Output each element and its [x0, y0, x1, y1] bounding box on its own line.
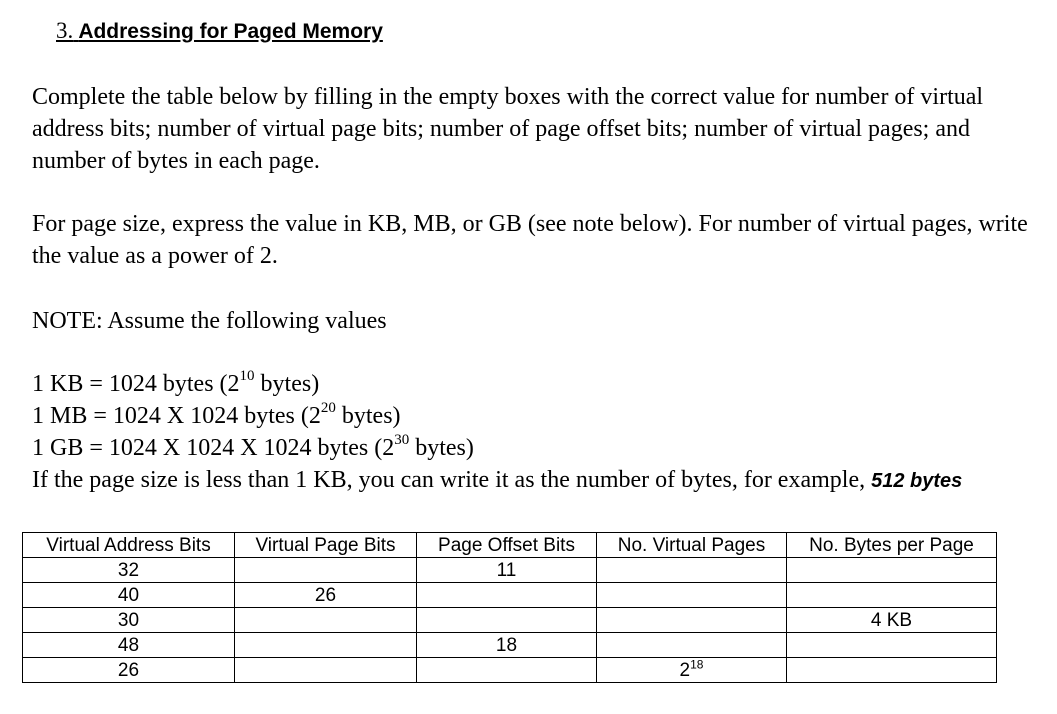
- small-page-example: 512 bytes: [871, 470, 963, 492]
- cell-page-offset-bits[interactable]: [417, 658, 597, 683]
- header-page-offset-bits: Page Offset Bits: [417, 533, 597, 558]
- cell-virtual-page-bits[interactable]: [235, 633, 417, 658]
- section-title-text: Addressing for Paged Memory: [78, 20, 383, 43]
- cell-bytes-per-page[interactable]: [787, 658, 997, 683]
- cell-no-virtual-pages[interactable]: [597, 608, 787, 633]
- cell-page-offset-bits[interactable]: [417, 608, 597, 633]
- header-virtual-page-bits: Virtual Page Bits: [235, 533, 417, 558]
- table-row: [23, 658, 997, 683]
- table-row: [23, 558, 997, 583]
- section-heading: [56, 16, 383, 47]
- header-no-bytes-per-page: No. Bytes per Page: [787, 533, 997, 558]
- unit-mb-suffix: bytes): [335, 403, 401, 429]
- section-title: [73, 20, 383, 43]
- cell-page-offset-bits: 18: [417, 633, 597, 658]
- table-row: [23, 583, 997, 608]
- cell-no-virtual-pages[interactable]: [597, 633, 787, 658]
- instructions-paragraph: Complete the table below by filling in the empty boxes with the correct value for number of virtual address bits; number of virtual page bits; number of page offset bits; number of virtual pages; and number of bytes in each page.: [32, 84, 984, 174]
- table-row: [23, 633, 997, 658]
- cell-page-offset-bits[interactable]: [417, 583, 597, 608]
- small-page-text: If the page size is less than 1 KB, you can write it as the number of bytes, for example,: [32, 467, 872, 493]
- unit-gb-suffix: bytes): [409, 435, 474, 461]
- small-page-note: [32, 464, 962, 497]
- cell-virtual-page-bits[interactable]: [235, 558, 417, 583]
- header-virtual-address-bits: Virtual Address Bits: [23, 533, 235, 558]
- cell-virtual-address-bits: 26: [23, 658, 235, 683]
- cell-pages-base: 2: [679, 659, 691, 681]
- cell-no-virtual-pages: [597, 658, 787, 683]
- cell-bytes-per-page[interactable]: [787, 583, 997, 608]
- section-number: 3.: [56, 18, 74, 43]
- unit-mb-text: 1 MB = 1024 X 1024 bytes (2: [32, 403, 321, 429]
- unit-mb: [32, 400, 401, 432]
- note-line: NOTE: Assume the following values: [32, 308, 387, 334]
- cell-virtual-address-bits: 40: [23, 583, 235, 608]
- table-row: [23, 608, 997, 633]
- table-header-row: [23, 533, 997, 558]
- cell-page-offset-bits: 11: [417, 558, 597, 583]
- unit-gb-text: 1 GB = 1024 X 1024 X 1024 bytes (2: [32, 435, 395, 461]
- unit-kb-exp: 10: [239, 368, 255, 384]
- cell-pages-exp: 18: [690, 657, 704, 672]
- unit-gb-exp: 30: [394, 432, 410, 448]
- cell-virtual-page-bits[interactable]: [235, 658, 417, 683]
- cell-bytes-per-page[interactable]: [787, 558, 997, 583]
- cell-bytes-per-page: 4 KB: [787, 608, 997, 633]
- unit-kb-suffix: bytes): [254, 371, 320, 397]
- cell-virtual-address-bits: 48: [23, 633, 235, 658]
- cell-virtual-page-bits: 26: [235, 583, 417, 608]
- paged-memory-table: [22, 532, 997, 683]
- cell-bytes-per-page[interactable]: [787, 633, 997, 658]
- cell-no-virtual-pages[interactable]: [597, 558, 787, 583]
- unit-kb-text: 1 KB = 1024 bytes (2: [32, 371, 240, 397]
- cell-no-virtual-pages[interactable]: [597, 583, 787, 608]
- header-no-virtual-pages: No. Virtual Pages: [597, 533, 787, 558]
- unit-gb: [32, 432, 474, 464]
- cell-virtual-page-bits[interactable]: [235, 608, 417, 633]
- unit-mb-exp: 20: [320, 400, 336, 416]
- format-paragraph: For page size, express the value in KB, MB, or GB (see note below). For number of virtual pages, write the value as a power of 2.: [32, 211, 1028, 269]
- cell-virtual-address-bits: 32: [23, 558, 235, 583]
- cell-virtual-address-bits: 30: [23, 608, 235, 633]
- unit-kb: [32, 368, 319, 400]
